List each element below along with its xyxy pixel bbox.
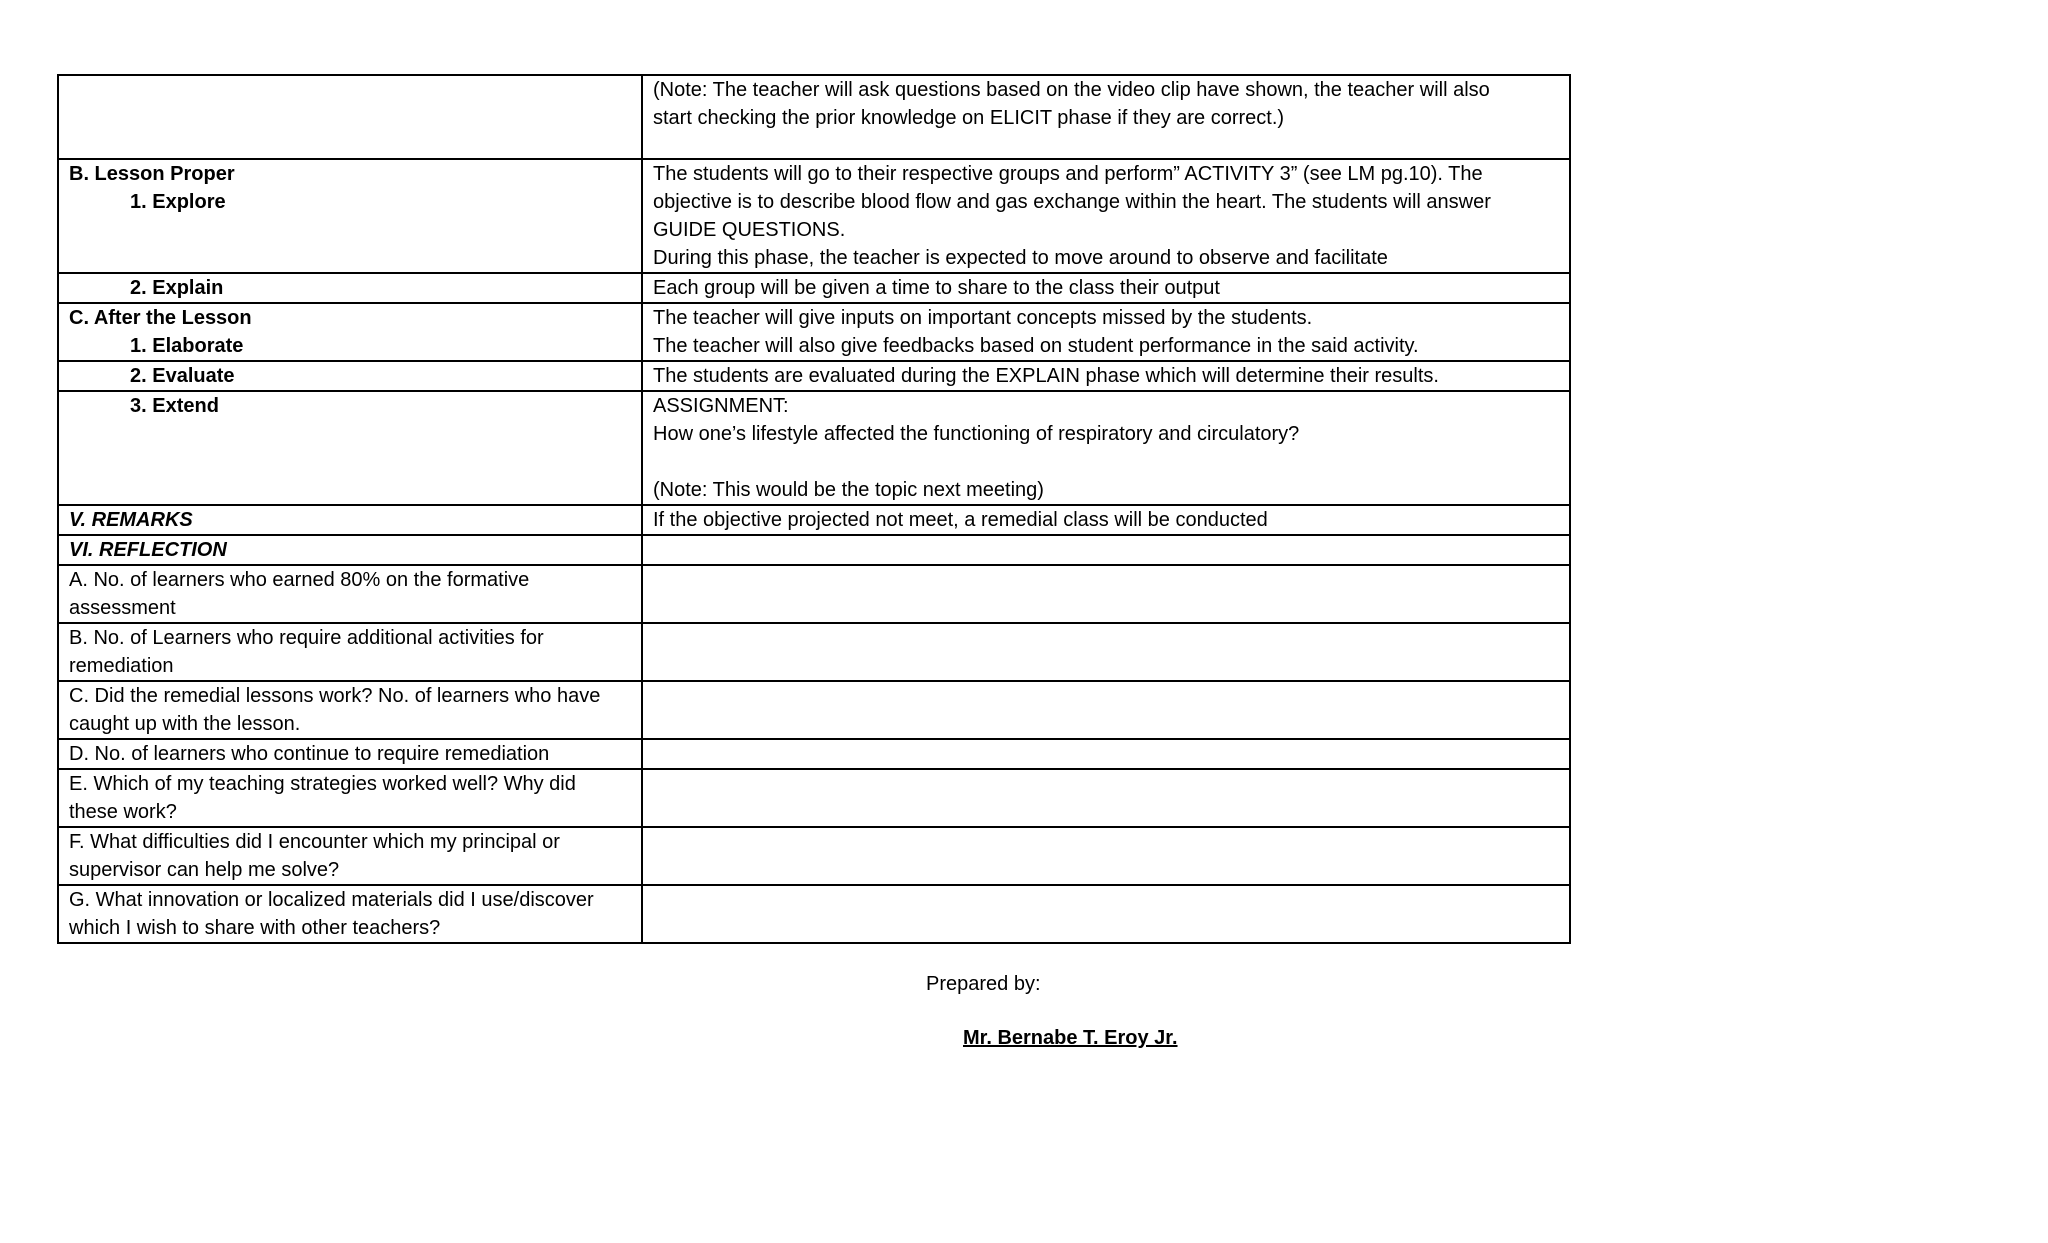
explore-label: 1. Explore <box>130 191 226 213</box>
spacer <box>653 448 1559 476</box>
reflection-answer-c[interactable] <box>642 681 1570 739</box>
reflection-question-g <box>58 885 642 943</box>
question-line: D. No. of learners who continue to require remediation <box>69 743 550 765</box>
row-note-content <box>642 75 1570 159</box>
evaluate-label: 2. Evaluate <box>130 365 235 387</box>
row-evaluate-label <box>58 361 642 391</box>
table-row <box>58 273 1570 303</box>
lesson-plan-table <box>57 74 1571 944</box>
reflection-answer-b[interactable] <box>642 623 1570 681</box>
elaborate-line: The teacher will give inputs on important concepts missed by the students. <box>653 307 1313 329</box>
explain-label: 2. Explain <box>130 277 224 299</box>
reflection-answer-e[interactable] <box>642 769 1570 827</box>
question-line: supervisor can help me solve? <box>69 859 340 881</box>
question-line: assessment <box>69 597 176 619</box>
lesson-proper-heading: B. Lesson Proper <box>69 163 235 185</box>
row-extend-content <box>642 391 1570 505</box>
prepared-by-label: Prepared by: <box>926 973 1041 995</box>
reflection-question-d <box>58 739 642 769</box>
note-line: (Note: The teacher will ask questions based on the video clip have shown, the teacher will also <box>653 79 1490 101</box>
table-row <box>58 361 1570 391</box>
table-row <box>58 623 1570 681</box>
explore-line: During this phase, the teacher is expected to move around to observe and facilitate <box>653 247 1388 269</box>
row-note-label <box>58 75 642 159</box>
explore-line: objective is to describe blood flow and gas exchange within the heart. The students will answer <box>653 191 1491 213</box>
explain-text: Each group will be given a time to share to the class their output <box>653 277 1220 299</box>
question-line: B. No. of Learners who require additional activities for <box>69 627 544 649</box>
question-line: which I wish to share with other teachers? <box>69 917 441 939</box>
reflection-answer-d[interactable] <box>642 739 1570 769</box>
extend-label: 3. Extend <box>130 395 219 417</box>
reflection-question-c <box>58 681 642 739</box>
remarks-heading: V. REMARKS <box>69 509 193 531</box>
row-remarks-content <box>642 505 1570 535</box>
reflection-answer-f[interactable] <box>642 827 1570 885</box>
question-line: F. What difficulties did I encounter which my principal or <box>69 831 560 853</box>
row-reflection-content <box>642 535 1570 565</box>
question-line: these work? <box>69 801 177 823</box>
row-evaluate-content <box>642 361 1570 391</box>
table-row <box>58 739 1570 769</box>
question-line: A. No. of learners who earned 80% on the formative <box>69 569 530 591</box>
elaborate-line: The teacher will also give feedbacks based on student performance in the said activity. <box>653 335 1419 357</box>
row-reflection-label <box>58 535 642 565</box>
evaluate-text: The students are evaluated during the EXPLAIN phase which will determine their results. <box>653 365 1439 387</box>
question-line: G. What innovation or localized materials did I use/discover <box>69 889 594 911</box>
explore-line: The students will go to their respective groups and perform” ACTIVITY 3” (see LM pg.10). The <box>653 163 1483 185</box>
explore-line: GUIDE QUESTIONS. <box>653 219 846 241</box>
row-explore-content <box>642 159 1570 273</box>
table-row <box>58 565 1570 623</box>
table-row <box>58 75 1570 159</box>
table-row <box>58 827 1570 885</box>
reflection-answer-a[interactable] <box>642 565 1570 623</box>
table-row <box>58 391 1570 505</box>
row-elaborate-content <box>642 303 1570 361</box>
reflection-question-a <box>58 565 642 623</box>
reflection-heading: VI. REFLECTION <box>69 539 227 561</box>
after-lesson-heading: C. After the Lesson <box>69 307 252 329</box>
assignment-question: How one’s lifestyle affected the functioning of respiratory and circulatory? <box>653 423 1300 445</box>
assignment-note: (Note: This would be the topic next meeting) <box>653 479 1044 501</box>
row-explain-label <box>58 273 642 303</box>
table-row <box>58 769 1570 827</box>
table-row <box>58 885 1570 943</box>
row-elaborate-label <box>58 303 642 361</box>
table-row <box>58 303 1570 361</box>
row-explain-content <box>642 273 1570 303</box>
question-line: C. Did the remedial lessons work? No. of learners who have <box>69 685 601 707</box>
table-row <box>58 681 1570 739</box>
note-line: start checking the prior knowledge on ELICIT phase if they are correct.) <box>653 107 1285 129</box>
preparer-name: Mr. Bernabe T. Eroy Jr. <box>963 1027 1178 1049</box>
reflection-question-f <box>58 827 642 885</box>
table-row <box>58 535 1570 565</box>
reflection-question-b <box>58 623 642 681</box>
row-extend-label <box>58 391 642 505</box>
elaborate-label: 1. Elaborate <box>130 335 244 357</box>
assignment-heading: ASSIGNMENT: <box>653 395 789 417</box>
reflection-answer-g[interactable] <box>642 885 1570 943</box>
table-row <box>58 159 1570 273</box>
question-line: remediation <box>69 655 174 677</box>
question-line: E. Which of my teaching strategies worked well? Why did <box>69 773 576 795</box>
row-remarks-label <box>58 505 642 535</box>
row-explore-label <box>58 159 642 273</box>
table-row <box>58 505 1570 535</box>
remarks-text: If the objective projected not meet, a remedial class will be conducted <box>653 509 1268 531</box>
question-line: caught up with the lesson. <box>69 713 301 735</box>
reflection-question-e <box>58 769 642 827</box>
